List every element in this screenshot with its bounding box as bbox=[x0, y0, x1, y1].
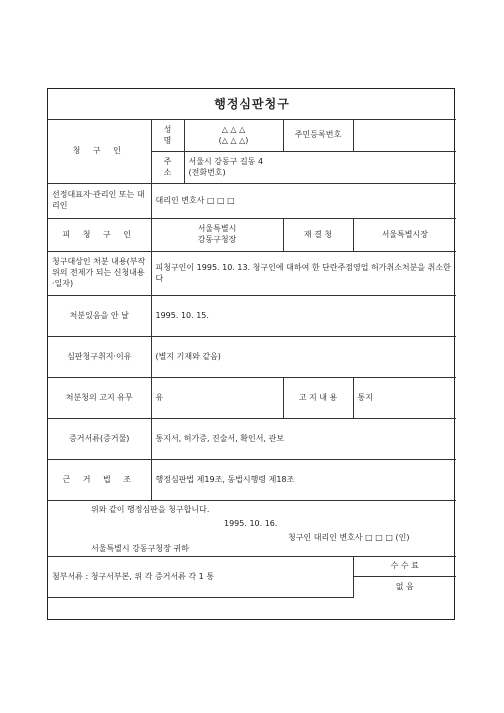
representative-label: 선정대표자·관리인 또는 대리인 bbox=[48, 184, 151, 219]
decision-authority-value: 서울특별시장 bbox=[353, 219, 456, 252]
claimant-label: 청 구 인 bbox=[48, 120, 151, 184]
notice-value: 유 bbox=[151, 378, 283, 419]
attachments-label: 첨부서류 : 청구서부본, 위 각 증거서류 각 1 통 bbox=[48, 557, 353, 598]
legal-basis-label: 근 거 법 조 bbox=[48, 460, 151, 501]
notice-content-value: 통지 bbox=[353, 378, 456, 419]
purpose-label: 심판청구취지·이유 bbox=[48, 337, 151, 378]
known-date-value: 1995. 10. 15. bbox=[151, 296, 456, 337]
disposition-label: 청구대상인 처분 내용(부작위의 전제가 되는 신청내용·일자) bbox=[48, 252, 151, 296]
notice-content-label: 고 지 내 용 bbox=[283, 378, 353, 419]
respondent-label: 피 청 구 인 bbox=[48, 219, 151, 252]
purpose-value: (별지 기재와 같음) bbox=[151, 337, 456, 378]
id-number-label: 주민등록번호 bbox=[283, 120, 353, 152]
declaration-signer: 청구인 대리인 변호사 □ □ □ (인) bbox=[288, 533, 410, 542]
address-label: 주 소 bbox=[151, 152, 184, 184]
declaration-statement: 위와 같이 행정심판을 청구합니다. bbox=[91, 505, 210, 514]
legal-basis-value: 행정심판법 제19조, 동법시행령 제18조 bbox=[151, 460, 456, 501]
representative-value: 대리인 변호사 □ □ □ bbox=[151, 184, 456, 219]
declaration-date: 1995. 10. 16. bbox=[224, 519, 278, 528]
fee-value: 없 음 bbox=[353, 577, 456, 598]
form-title: 행정심판청구 bbox=[48, 89, 456, 120]
respondent-value: 서울특별시 강동구청장 bbox=[151, 219, 283, 252]
decision-authority-label: 재 결 청 bbox=[283, 219, 353, 252]
disposition-value: 피청구인이 1995. 10. 13. 청구인에 대하여 한 단란주점영업 허가취소처분을 취소한다 bbox=[151, 252, 456, 296]
notice-label: 처분청의 고지 유무 bbox=[48, 378, 151, 419]
evidence-label: 증거서류(증거물) bbox=[48, 419, 151, 460]
declaration-block bbox=[48, 501, 456, 557]
form-table bbox=[48, 89, 456, 598]
fee-label: 수 수 료 bbox=[353, 557, 456, 577]
evidence-value: 통지서, 허가증, 진술서, 확인서, 관보 bbox=[151, 419, 456, 460]
id-number-value bbox=[353, 120, 456, 152]
claimant-name-value: △ △ △ (△ △ △) bbox=[184, 120, 283, 152]
declaration-addressee: 서울특별시 강동구청장 귀하 bbox=[91, 544, 189, 553]
administrative-appeal-form bbox=[47, 88, 455, 620]
known-date-label: 처분있음을 안 날 bbox=[48, 296, 151, 337]
claimant-address-value: 서울시 강동구 길동 4 (전화번호) bbox=[184, 152, 456, 184]
name-label: 성 명 bbox=[151, 120, 184, 152]
